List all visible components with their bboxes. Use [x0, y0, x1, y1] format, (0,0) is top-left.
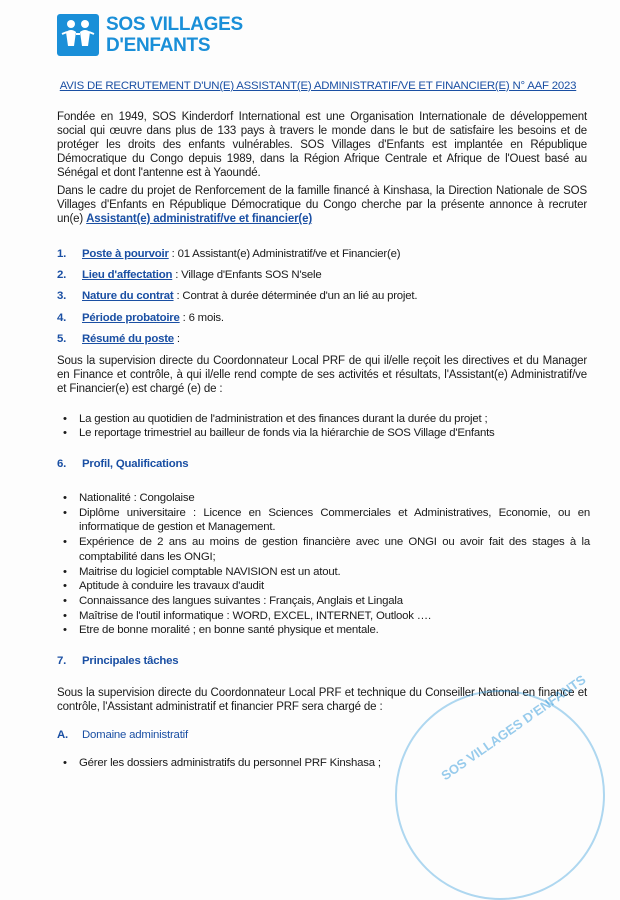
- profile-list: [60, 491, 590, 638]
- item-label: Poste à pourvoir: [82, 248, 169, 260]
- stamp: [395, 671, 605, 900]
- item-value: : 01 Assistant(e) Administratif/ve et Financier(e): [168, 248, 401, 260]
- item-label: Lieu d'affectation: [82, 269, 173, 281]
- list-item: • Maitrise du logiciel comptable NAVISION est un atout.: [60, 565, 590, 580]
- list-item: • Connaissance des langues suivantes : Français, Anglais et Lingala: [60, 594, 590, 609]
- list-item: • Diplôme universitaire : Licence en Sciences Commerciales et Administratives, Economie, ou en informatique de gestion et Management.: [60, 506, 590, 535]
- item-number: 1.: [57, 248, 67, 260]
- item-number: 4.: [57, 312, 67, 324]
- item-number: 2.: [57, 269, 67, 281]
- intro-paragraph-1: Fondée en 1949, SOS Kinderdorf International est une Organisation Internationale de développement social qui œuvre dans plus de 133 pays à travers le monde dans le but de satisfaire les besoins et de protéger les droits des enfants vulnérables. SOS Villages d'Enfants est implantée en République Démocratique du Congo depuis 1989, dans la Région Afrique Centrale et Afrique de l'Ouest basé au Sénégal et dont l'antenne est à Yaoundé.: [57, 111, 587, 179]
- stamp-text: SOS VILLAGES D'ENFANTS: [438, 671, 589, 784]
- position-link[interactable]: Assistant(e) administratif/ve et financier(e): [86, 213, 313, 225]
- list-item: • Expérience de 2 ans au moins de gestion financière avec une ONGI ou avoir fait des stages à la comptabilité dans les ONGI;: [60, 535, 590, 564]
- item-resume: [57, 333, 180, 345]
- section-6-heading: [57, 458, 188, 470]
- item-value: : Contrat à durée déterminée d'un an lié au projet.: [173, 290, 418, 302]
- sos-children-icon: [57, 14, 99, 56]
- logo-line-2: D'ENFANTS: [106, 35, 211, 56]
- resume-list: [60, 412, 590, 440]
- list-item: • Gérer les dossiers administratifs du personnel PRF Kinshasa ;: [60, 756, 590, 770]
- subsection-a-heading: [57, 729, 188, 741]
- list-item: • Nationalité : Congolaise: [60, 491, 590, 506]
- item-periode: [57, 312, 224, 324]
- item-label: Résumé du poste: [82, 333, 174, 345]
- page-title: AVIS DE RECRUTEMENT D'UN(E) ASSISTANT(E) ADMINISTRATIF/VE ET FINANCIER(E) N° AAF 2023: [59, 80, 577, 92]
- section-7-heading: [57, 655, 178, 667]
- item-value: : Village d'Enfants SOS N'sele: [172, 269, 322, 281]
- list-item: • La gestion au quotidien de l'administration et des finances durant la durée du projet ;: [60, 412, 590, 426]
- tasks-paragraph: Sous la supervision directe du Coordonnateur Local PRF et technique du Conseiller National en finance et contrôle, l'Assistant administratif et financier PRF sera chargé de :: [57, 687, 587, 713]
- item-number: 5.: [57, 333, 67, 345]
- item-number: 3.: [57, 290, 67, 302]
- resume-paragraph: Sous la supervision directe du Coordonnateur Local PRF de qui il/elle reçoit les directives et du Manager en Finance et contrôle, à qui il/elle rend compte de ses activités et résultats, l'Assistant(e) Administratif/ve et Financier(e) est chargé (e) de :: [57, 355, 587, 395]
- list-item: • Etre de bonne moralité ; en bonne santé physique et mentale.: [60, 623, 590, 638]
- section-heading: Profil, Qualifications: [82, 458, 189, 470]
- item-value: : 6 mois.: [179, 312, 224, 324]
- logo: [57, 14, 243, 56]
- item-label: Nature du contrat: [82, 290, 174, 302]
- subsection-letter: A.: [57, 729, 68, 741]
- item-contrat: [57, 290, 417, 302]
- list-item: • Le reportage trimestriel au bailleur de fonds via la hiérarchie de SOS Village d'Enfants: [60, 426, 590, 440]
- intro-paragraph-2-text: Dans le cadre du projet de Renforcement de la famille financé à Kinshasa, la Direction Nationale de SOS Villages d'Enfants en République Démocratique du Congo cherche par la présente annonce à recruter un(e): [57, 185, 587, 225]
- subsection-heading: Domaine administratif: [82, 729, 188, 741]
- list-item: • Maîtrise de l'outil informatique : WORD, EXCEL, INTERNET, Outlook ….: [60, 609, 590, 624]
- item-label: Période probatoire: [82, 312, 180, 324]
- section-heading: Principales tâches: [82, 655, 179, 667]
- logo-line-1: SOS VILLAGES: [106, 14, 243, 35]
- item-poste: [57, 248, 400, 260]
- item-value: :: [173, 333, 180, 345]
- list-item: • Aptitude à conduire les travaux d'audit: [60, 579, 590, 594]
- section-number: 7.: [57, 655, 67, 667]
- item-lieu: [57, 269, 322, 281]
- section-number: 6.: [57, 458, 67, 470]
- intro-paragraph-2: [57, 184, 587, 226]
- logo-text: [106, 14, 243, 56]
